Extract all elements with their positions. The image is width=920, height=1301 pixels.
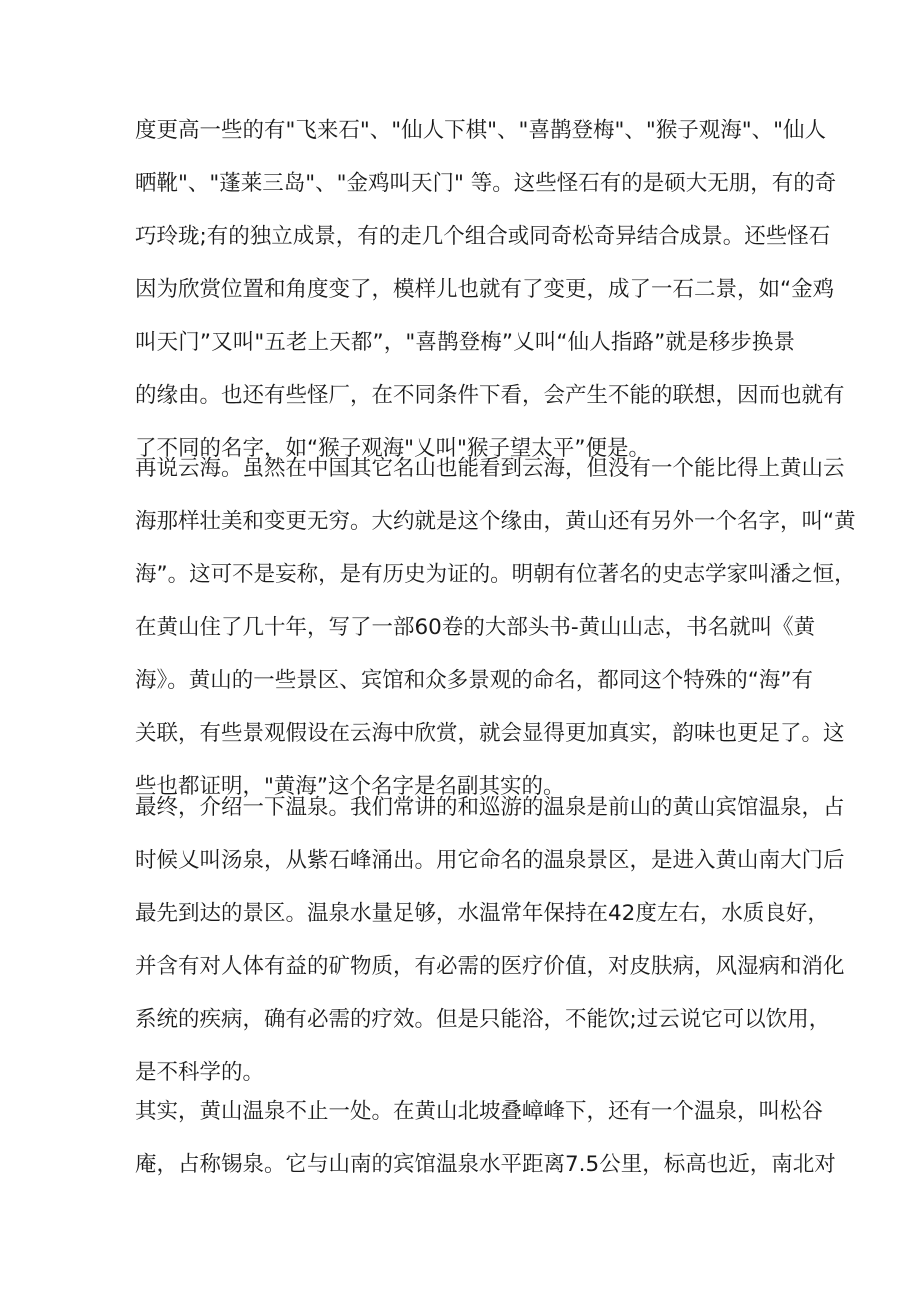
- text-line: 晒靴"、"蓬莱三岛"、"金鸡叫天门" 等。这些怪石有的是硕大无朋，有的奇: [135, 171, 837, 196]
- text-line: 时候乂叫汤泉，从紫石峰涌出。用它命名的温泉景区，是进入黄山南大门后: [135, 848, 845, 873]
- text-line: 海》。黄山的一些景区、宾馆和众多景观的命名，都同这个特殊的“海”有: [135, 668, 814, 693]
- paragraph-other-springs: [135, 1085, 836, 1191]
- text-line: 再说云海。虽然在中国其它名山也能看到云海，但没有一个能比得上黄山云: [135, 456, 845, 481]
- text-line: 巧玲珑;有的独立成景，有的走几个组合或同奇松奇异结合成景。还些怪石: [135, 224, 831, 249]
- text-line: 海”。这可不是妄称，是有历史为证的。明朝有位著名的史志学家叫潘之恒，: [135, 562, 856, 587]
- text-line: 些也都证明，"黄海”这个名字是名副其实的。: [135, 774, 565, 799]
- text-line: 关联，有些景观假设在云海中欣赏，就会显得更加真实，韵味也更足了。这: [135, 721, 845, 746]
- text-line: 海那样壮美和变更无穷。大约就是这个缘由，黄山还有另外一个名字，叫“黄: [135, 509, 856, 534]
- paragraph-sea-of-clouds: [135, 442, 856, 813]
- text-line: 度更高一些的有"飞来石"、"仙人下棋"、"喜鹊登梅"、"猴子观海"、"仙人: [135, 118, 827, 143]
- text-line: 了不同的名字，如“猴子观海"乂叫"猴子望太平”便是。: [135, 436, 651, 461]
- paragraph-hot-springs: [135, 781, 845, 1099]
- text-line: 庵，占称锡泉。它与山南的宾馆温泉水平距离7.5公里，标高也近，南北对: [135, 1152, 836, 1177]
- text-line: 系统的疾病，确有必需的疗效。但是只能浴，不能饮;过云说它可以饮用，: [135, 1007, 831, 1032]
- text-line: 其实，黄山温泉不止一处。在黄山北坡叠嶂峰下，还有一个温泉，叫松谷: [135, 1099, 824, 1124]
- text-line: 因为欣赏位置和角度变了，模样儿也就有了变更，成了一石二景，如“金鸡: [135, 277, 835, 302]
- text-line: 在黄山住了几十年，写了一部60卷的大部头书-黄山山志，书名就叫《黄: [135, 615, 816, 640]
- text-line: 的缘由。也还有些怪厂，在不同条件下看，会产生不能的联想，因而也就有: [135, 383, 845, 408]
- text-line: 最终，介绍一下温泉。我们常讲的和巡游的温泉是前山的黄山宾馆温泉，占: [135, 795, 845, 820]
- text-line: 并含有对人体有益的矿物质，有必需的医疗价值，对皮肤病，风湿病和消化: [135, 954, 845, 979]
- text-line: 叫天门”又叫"五老上天都”，"喜鹊登梅”乂叫“仙人指路”就是移步换景: [135, 330, 795, 355]
- paragraph-strange-rocks: [135, 104, 845, 475]
- text-line: 最先到达的景区。温泉水量足够，水温常年保持在42度左右，水质良好，: [135, 901, 829, 926]
- text-line: 是不科学的。: [135, 1060, 265, 1085]
